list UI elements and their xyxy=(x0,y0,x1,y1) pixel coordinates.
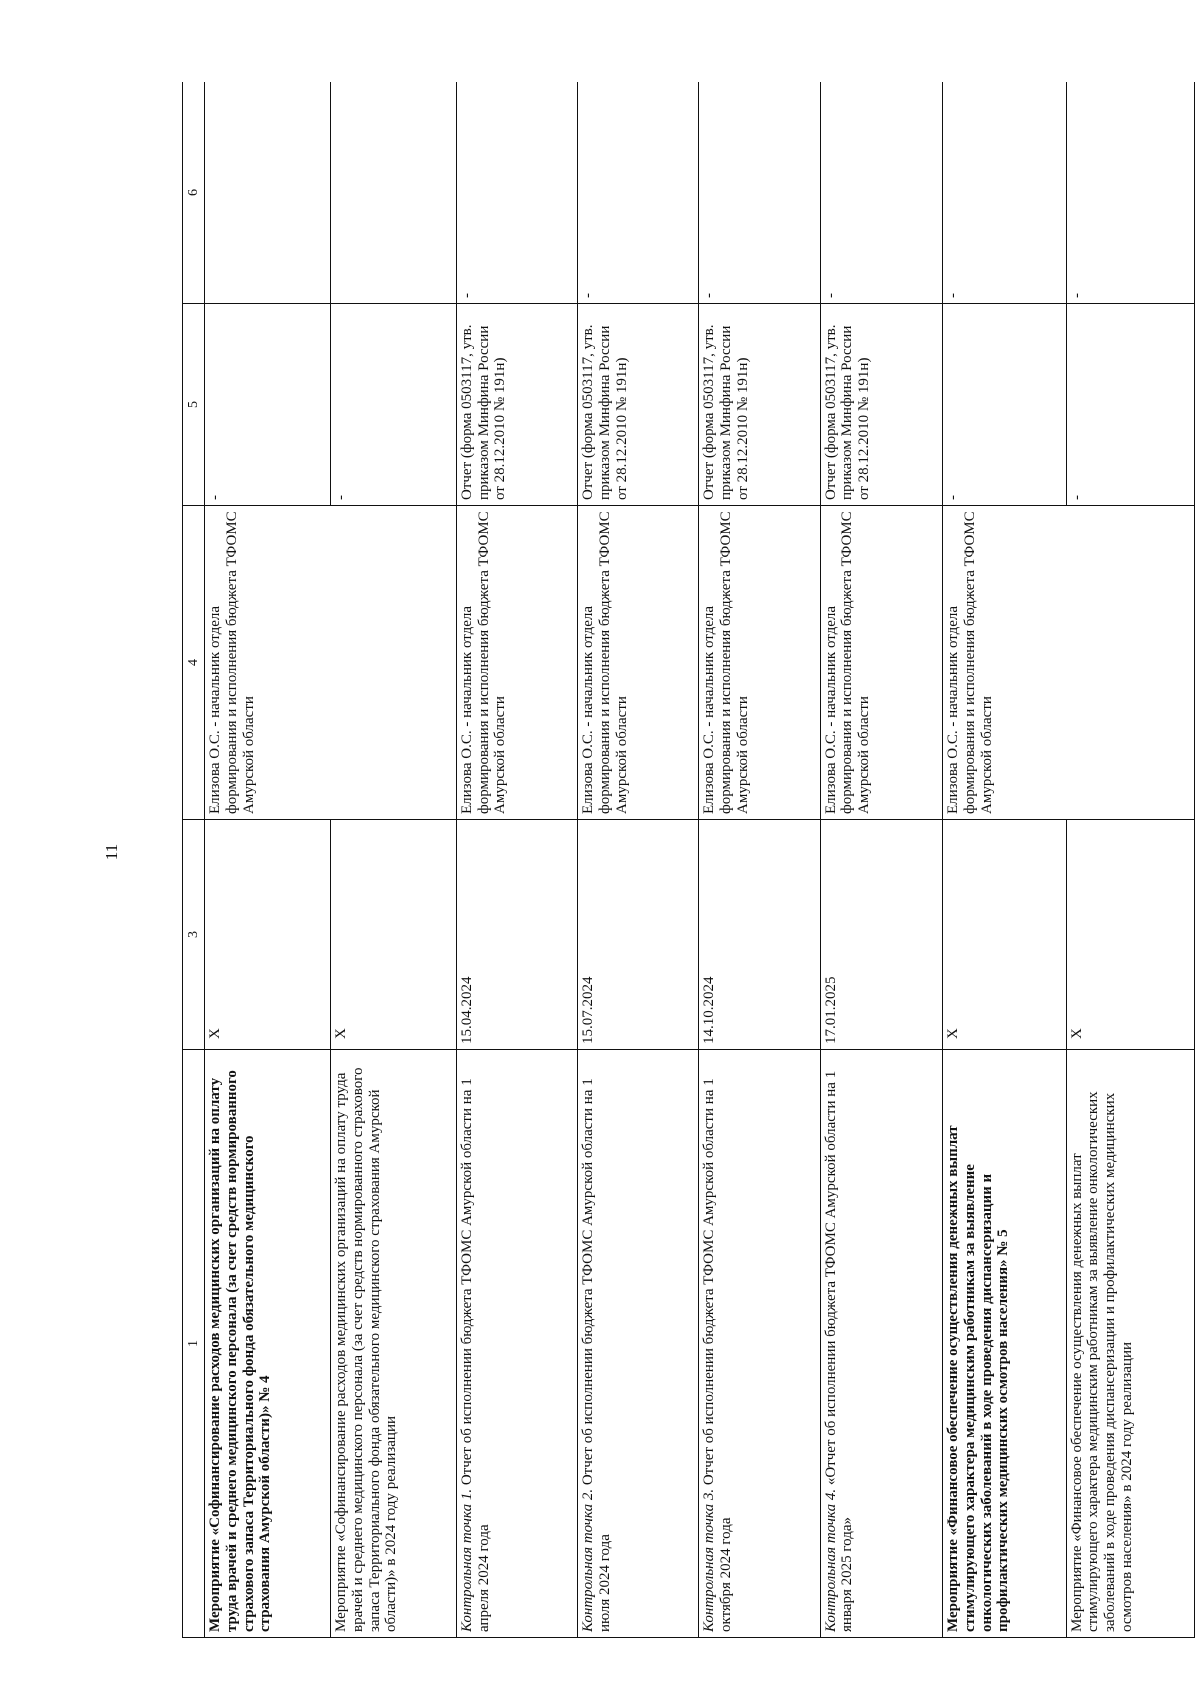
checkpoint-2-text: Отчет об исполнении бюджета ТФОМС Амурской области на 1 июля 2024 года xyxy=(580,1078,613,1632)
event-4-2024-col6 xyxy=(330,82,456,304)
checkpoint-3-col6: - xyxy=(699,82,820,304)
event-5-responsible: Елизова О.С. - начальник отдела формирования и исполнения бюджета ТФОМС Амурской области xyxy=(943,506,1195,820)
checkpoint-2-responsible: Елизова О.С. - начальник отдела формирования и исполнения бюджета ТФОМС Амурской области xyxy=(578,506,699,820)
checkpoint-2-document: Отчет (форма 0503117, утв. приказом Минфина России от 28.12.2010 № 191н) xyxy=(578,304,699,506)
col-header-1: 1 xyxy=(183,1050,205,1638)
table-row-checkpoint-4 xyxy=(820,82,942,1638)
event-5-document: - xyxy=(943,304,1067,506)
event-5-2024-document: - xyxy=(1066,304,1194,506)
event-4-term: X xyxy=(205,820,331,1050)
checkpoint-2-date: 15.07.2024 xyxy=(578,820,699,1050)
event-4-col6 xyxy=(205,82,331,304)
table-container xyxy=(182,82,1195,1638)
event-5-2024-col6: - xyxy=(1066,82,1194,304)
col-header-3: 3 xyxy=(183,820,205,1050)
checkpoint-1-document: Отчет (форма 0503117, утв. приказом Минфина России от 28.12.2010 № 191н) xyxy=(456,304,577,506)
event-4-2024-term: X xyxy=(330,820,456,1050)
table-row-checkpoint-3 xyxy=(699,82,820,1638)
table-row-event-5-2024 xyxy=(1066,82,1194,1638)
event-4-title: Мероприятие «Софинансирование расходов медицинских организаций на оплату труда врачей и среднего медицинского персонала (за счет средств нормированного страхового запаса Территориального фонда обязательного медицинского страхования Амурской области)» № 4 xyxy=(205,1050,331,1638)
rotated-table-frame xyxy=(182,82,1195,1638)
event-4-2024-title: Мероприятие «Софинансирование расходов медицинских организаций на оплату труда врачей и среднего медицинского персонала (за счет средств нормированного страхового запаса Территориального фонда обязательного медицинского страхования Амурской области)» в 2024 году реализации xyxy=(330,1050,456,1638)
event-5-title: Мероприятие «Финансовое обеспечение осуществления денежных выплат стимулирующего характера медицинским работникам за выявление онкологических заболеваний в ходе проведения диспансеризации и профилактических медицинских осмотров населения» № 5 xyxy=(943,1050,1067,1638)
event-5-col6: - xyxy=(943,82,1067,304)
checkpoint-1-responsible: Елизова О.С. - начальник отдела формирования и исполнения бюджета ТФОМС Амурской области xyxy=(456,506,577,820)
checkpoint-3-document: Отчет (форма 0503117, утв. приказом Минфина России от 28.12.2010 № 191н) xyxy=(699,304,820,506)
table-row-event-4-2024 xyxy=(330,82,456,1638)
col-header-5: 5 xyxy=(183,304,205,506)
table-row-event-4 xyxy=(205,82,331,1638)
table-row-checkpoint-1 xyxy=(456,82,577,1638)
checkpoint-3-responsible: Елизова О.С. - начальник отдела формирования и исполнения бюджета ТФОМС Амурской области xyxy=(699,506,820,820)
checkpoint-1-title xyxy=(456,1050,577,1638)
checkpoint-3-text: Отчет об исполнении бюджета ТФОМС Амурской области на 1 октября 2024 года xyxy=(701,1078,735,1632)
table-row-checkpoint-2 xyxy=(578,82,699,1638)
event-5-term: X xyxy=(943,820,1067,1050)
checkpoint-4-document: Отчет (форма 0503117, утв. приказом Минфина России от 28.12.2010 № 191н) xyxy=(820,304,942,506)
checkpoint-4-label: Контрольная точка 4. xyxy=(822,1488,839,1632)
event-4-responsible: Елизова О.С. - начальник отдела формирования и исполнения бюджета ТФОМС Амурской области xyxy=(205,506,457,820)
checkpoint-3-title xyxy=(699,1050,820,1638)
event-4-document: - xyxy=(205,304,331,506)
checkpoint-4-date: 17.01.2025 xyxy=(820,820,942,1050)
header-row xyxy=(183,82,205,1638)
plan-table xyxy=(182,82,1195,1638)
checkpoint-4-col6: - xyxy=(820,82,942,304)
page-number: 11 xyxy=(102,843,121,861)
checkpoint-2-col6: - xyxy=(578,82,699,304)
checkpoint-1-text: Отчет об исполнении бюджета ТФОМС Амурской области на 1 апреля 2024 года xyxy=(458,1078,492,1632)
checkpoint-4-responsible: Елизова О.С. - начальник отдела формирования и исполнения бюджета ТФОМС Амурской области xyxy=(820,506,942,820)
checkpoint-1-date: 15.04.2024 xyxy=(456,820,577,1050)
checkpoint-3-date: 14.10.2024 xyxy=(699,820,820,1050)
event-5-2024-title: Мероприятие «Финансовое обеспечение осуществления денежных выплат стимулирующего характера медицинским работникам за выявление онкологических заболеваний в ходе проведения диспансеризации и профилактических медицинских осмотров населения» в 2024 году реализации xyxy=(1066,1050,1194,1638)
checkpoint-2-label: Контрольная точка 2. xyxy=(580,1488,597,1632)
event-4-2024-document: - xyxy=(330,304,456,506)
checkpoint-4-title xyxy=(820,1050,942,1638)
checkpoint-2-title xyxy=(578,1050,699,1638)
table-row-event-5 xyxy=(943,82,1067,1638)
col-header-4: 4 xyxy=(183,506,205,820)
col-header-6: 6 xyxy=(183,82,205,304)
checkpoint-1-col6: - xyxy=(456,82,577,304)
checkpoint-1-label: Контрольная точка 1. xyxy=(458,1488,475,1632)
event-5-2024-term: X xyxy=(1066,820,1194,1050)
checkpoint-3-label: Контрольная точка 3. xyxy=(701,1488,718,1632)
checkpoint-4-text: «Отчет об исполнении бюджета ТФОМС Амурской области на 1 января 2025 года» xyxy=(822,1070,856,1632)
